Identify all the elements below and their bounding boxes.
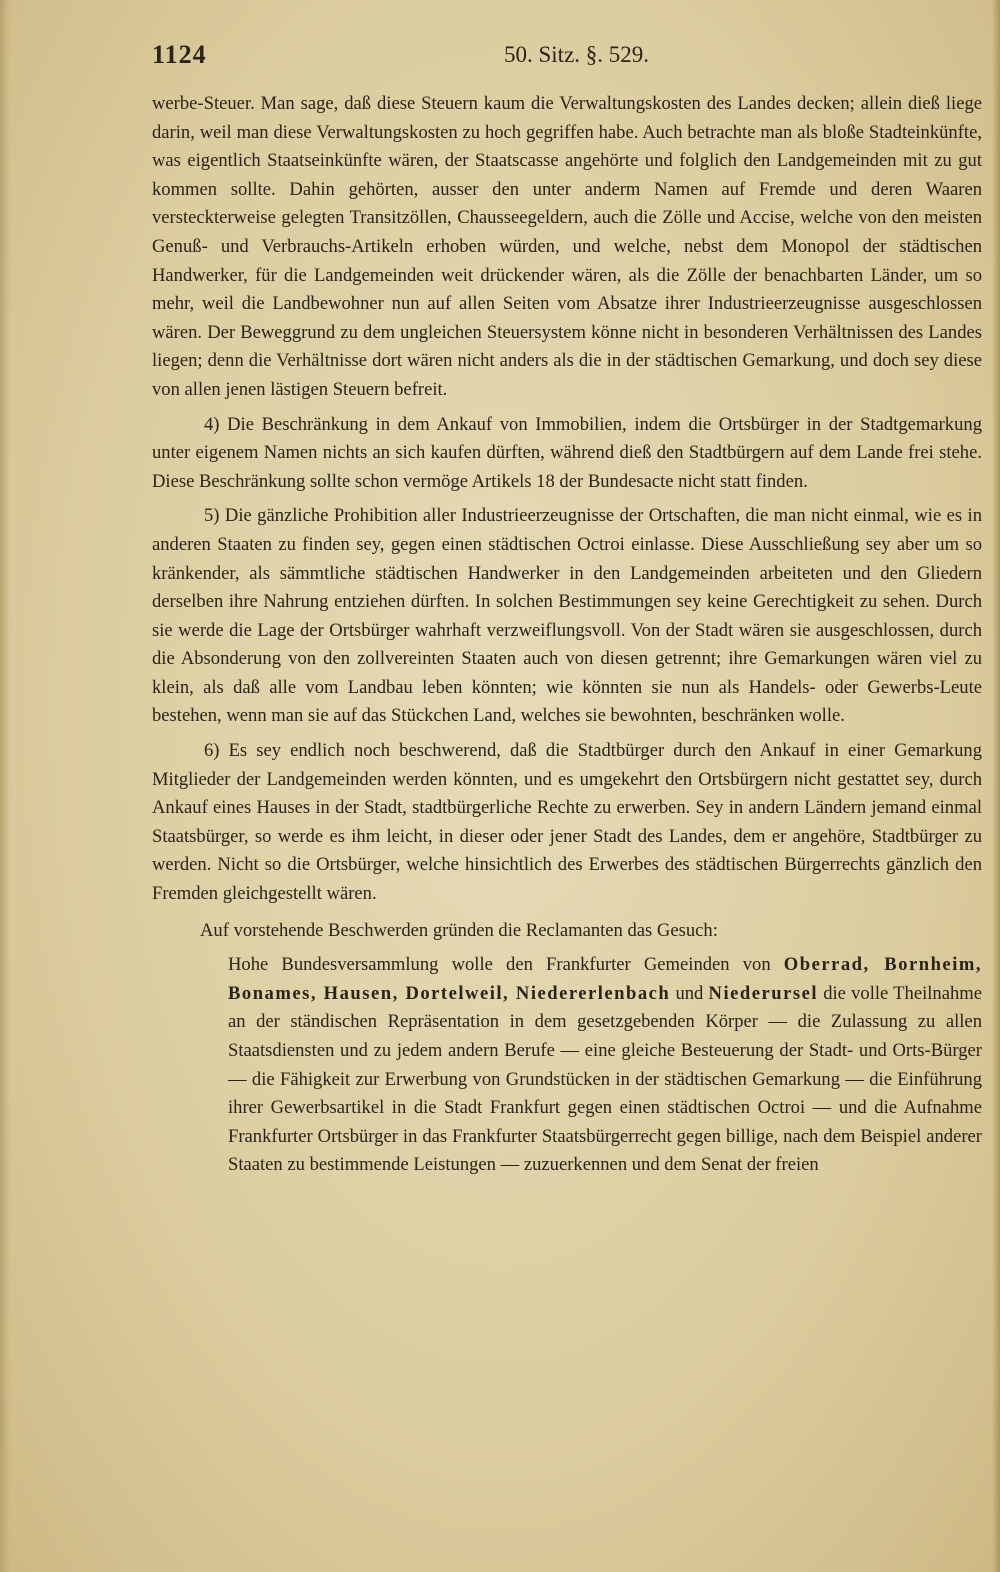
petition-places: Oberrad, Bornheim, Bonames, Hausen, Dortelweil, Niedererlenbach bbox=[228, 954, 982, 1004]
petition-and: und bbox=[675, 982, 704, 1004]
paragraph-item-5: 5) Die gänzliche Prohibition aller Industrieerzeugnisse der Ortschaften, die man nicht einmal, wie es in anderen Staaten zu finden sey, gegen einen städtischen Octroi einlasse. Diese Ausschließung sey aber um so kränkender, als sämmtliche städtischen Handwerker in den Landgemeinden arbeiteten und den Gliedern derselben ihre Nahrung entziehen dürften. In solchen Bestimmungen sey keine Gerechtigkeit zu sehen. Durch sie werde die Lage der Ortsbürger wahrhaft verzweiflungsvoll. Von der Stadt wären sie ausgeschlossen, durch die Absonderung von den zollvereinten Staaten auch von diesen getrennt; ihre Gemarkungen wären viel zu klein, als daß alle vom Landbau leben könnten; wie könnten sie nun als Handels- oder Gewerbs-Leute bestehen, wenn man sie auf das Stückchen Land, welches sie bewohnten, beschränken wolle. bbox=[152, 505, 982, 727]
petition-last-place: Niederursel bbox=[708, 982, 818, 1004]
page-header bbox=[152, 40, 982, 80]
petition-part-b: die volle Theilnahme an der ständischen Repräsentation in dem gesetzgebenden Körper — die Zulassung zu allen Staatsdiensten und zu jedem andern Berufe — eine gleiche Besteuerung der Stadt- und Orts-Bürger — die Fähigkeit zur Erwerbung von Grundstücken in der städtischen Gemarkung — die Einführung ihrer Gewerbsartikel in die Stadt Frankfurt gegen einen städtischen Octroi — und die Aufnahme Frankfurter Ortsbürger in das Frankfurter Staatsbürgerrecht gegen billige, nach dem Beispiel anderer Staaten zu bestimmende Leistungen — zuzuerkennen und dem Senat der freien bbox=[228, 982, 982, 1176]
paragraph-item-6: 6) Es sey endlich noch beschwerend, daß die Stadtbürger durch den Ankauf in einer Gemarkung Mitglieder der Landgemeinden werden könnten, und es umgekehrt den Ortsbürgern nicht gestattet sey, durch Ankauf eines Hauses in der Stadt, stadtbürgerliche Rechte zu erwerben. Sey in andern Ländern jemand einmal Staatsbürger, so werde es ihm leicht, in dieser oder jener Stadt des Landes, dem er angehöre, Stadtbürger zu werden. Nicht so die Ortsbürger, welche hinsichtlich des Erwerbes des städtischen Bürgerrechts gänzlich den Fremden gleichgestellt wären. bbox=[152, 740, 982, 905]
paragraph-item-4: 4) Die Beschränkung in dem Ankauf von Immobilien, indem die Ortsbürger in der Stadtgemarkung unter eigenem Namen nichts an sich kaufen dürften, während dieß den Stadtbürgern auf dem Lande frei stehe. Diese Beschränkung sollte schon vermöge Artikels 18 der Bundesacte nicht statt finden. bbox=[152, 413, 982, 492]
page-edge-right bbox=[992, 0, 1000, 1572]
petition-part-a: Hohe Bundesversammlung wolle den Frankfurter Gemeinden von bbox=[228, 954, 771, 976]
running-head: 50. Sitz. §. 529. bbox=[504, 42, 650, 67]
body-text bbox=[152, 90, 982, 1186]
petition-text bbox=[152, 951, 982, 1180]
petition-intro: Auf vorstehende Beschwerden gründen die Reclamanten das Gesuch: bbox=[200, 919, 718, 941]
petition-block bbox=[152, 917, 982, 1180]
page-edge-left bbox=[0, 0, 10, 1572]
page-number: 1124 bbox=[152, 40, 207, 69]
paragraph-continuation: werbe-Steuer. Man sage, daß diese Steuern kaum die Verwaltungskosten des Landes decken; allein dieß liege darin, weil man diese Verwaltungskosten zu hoch gegriffen habe. Auch betrachte man als bloße Stadteinkünfte, was eigentlich Staatseinkünfte wären, der Staatscasse angehörte und folglich den Landgemeinden mit zu gut kommen sollte. Dahin gehörten, ausser den unter anderm Namen auf Fremde und deren Waaren versteckterweise gelegten Transitzöllen, Chausseegeldern, auch die Zölle und Accise, welche von den meisten Genuß- und Verbrauchs-Artikeln erhoben würden, und welche, nebst dem Monopol der städtischen Handwerker, für die Landgemeinden weit drückender wären, als die Zölle der benachbarten Länder, um so mehr, weil die Landbewohner nun auf allen Seiten vom Absatze ihrer Industrieerzeugnisse ausgeschlossen wären. Der Beweggrund zu dem ungleichen Steuersystem könne nicht in besonderen Verhältnissen des Landes liegen; denn die Verhältnisse dort wären nicht anders als die in der städtischen Gemarkung, und doch sey diese von allen jenen lästigen Steuern befreit. bbox=[152, 93, 982, 400]
